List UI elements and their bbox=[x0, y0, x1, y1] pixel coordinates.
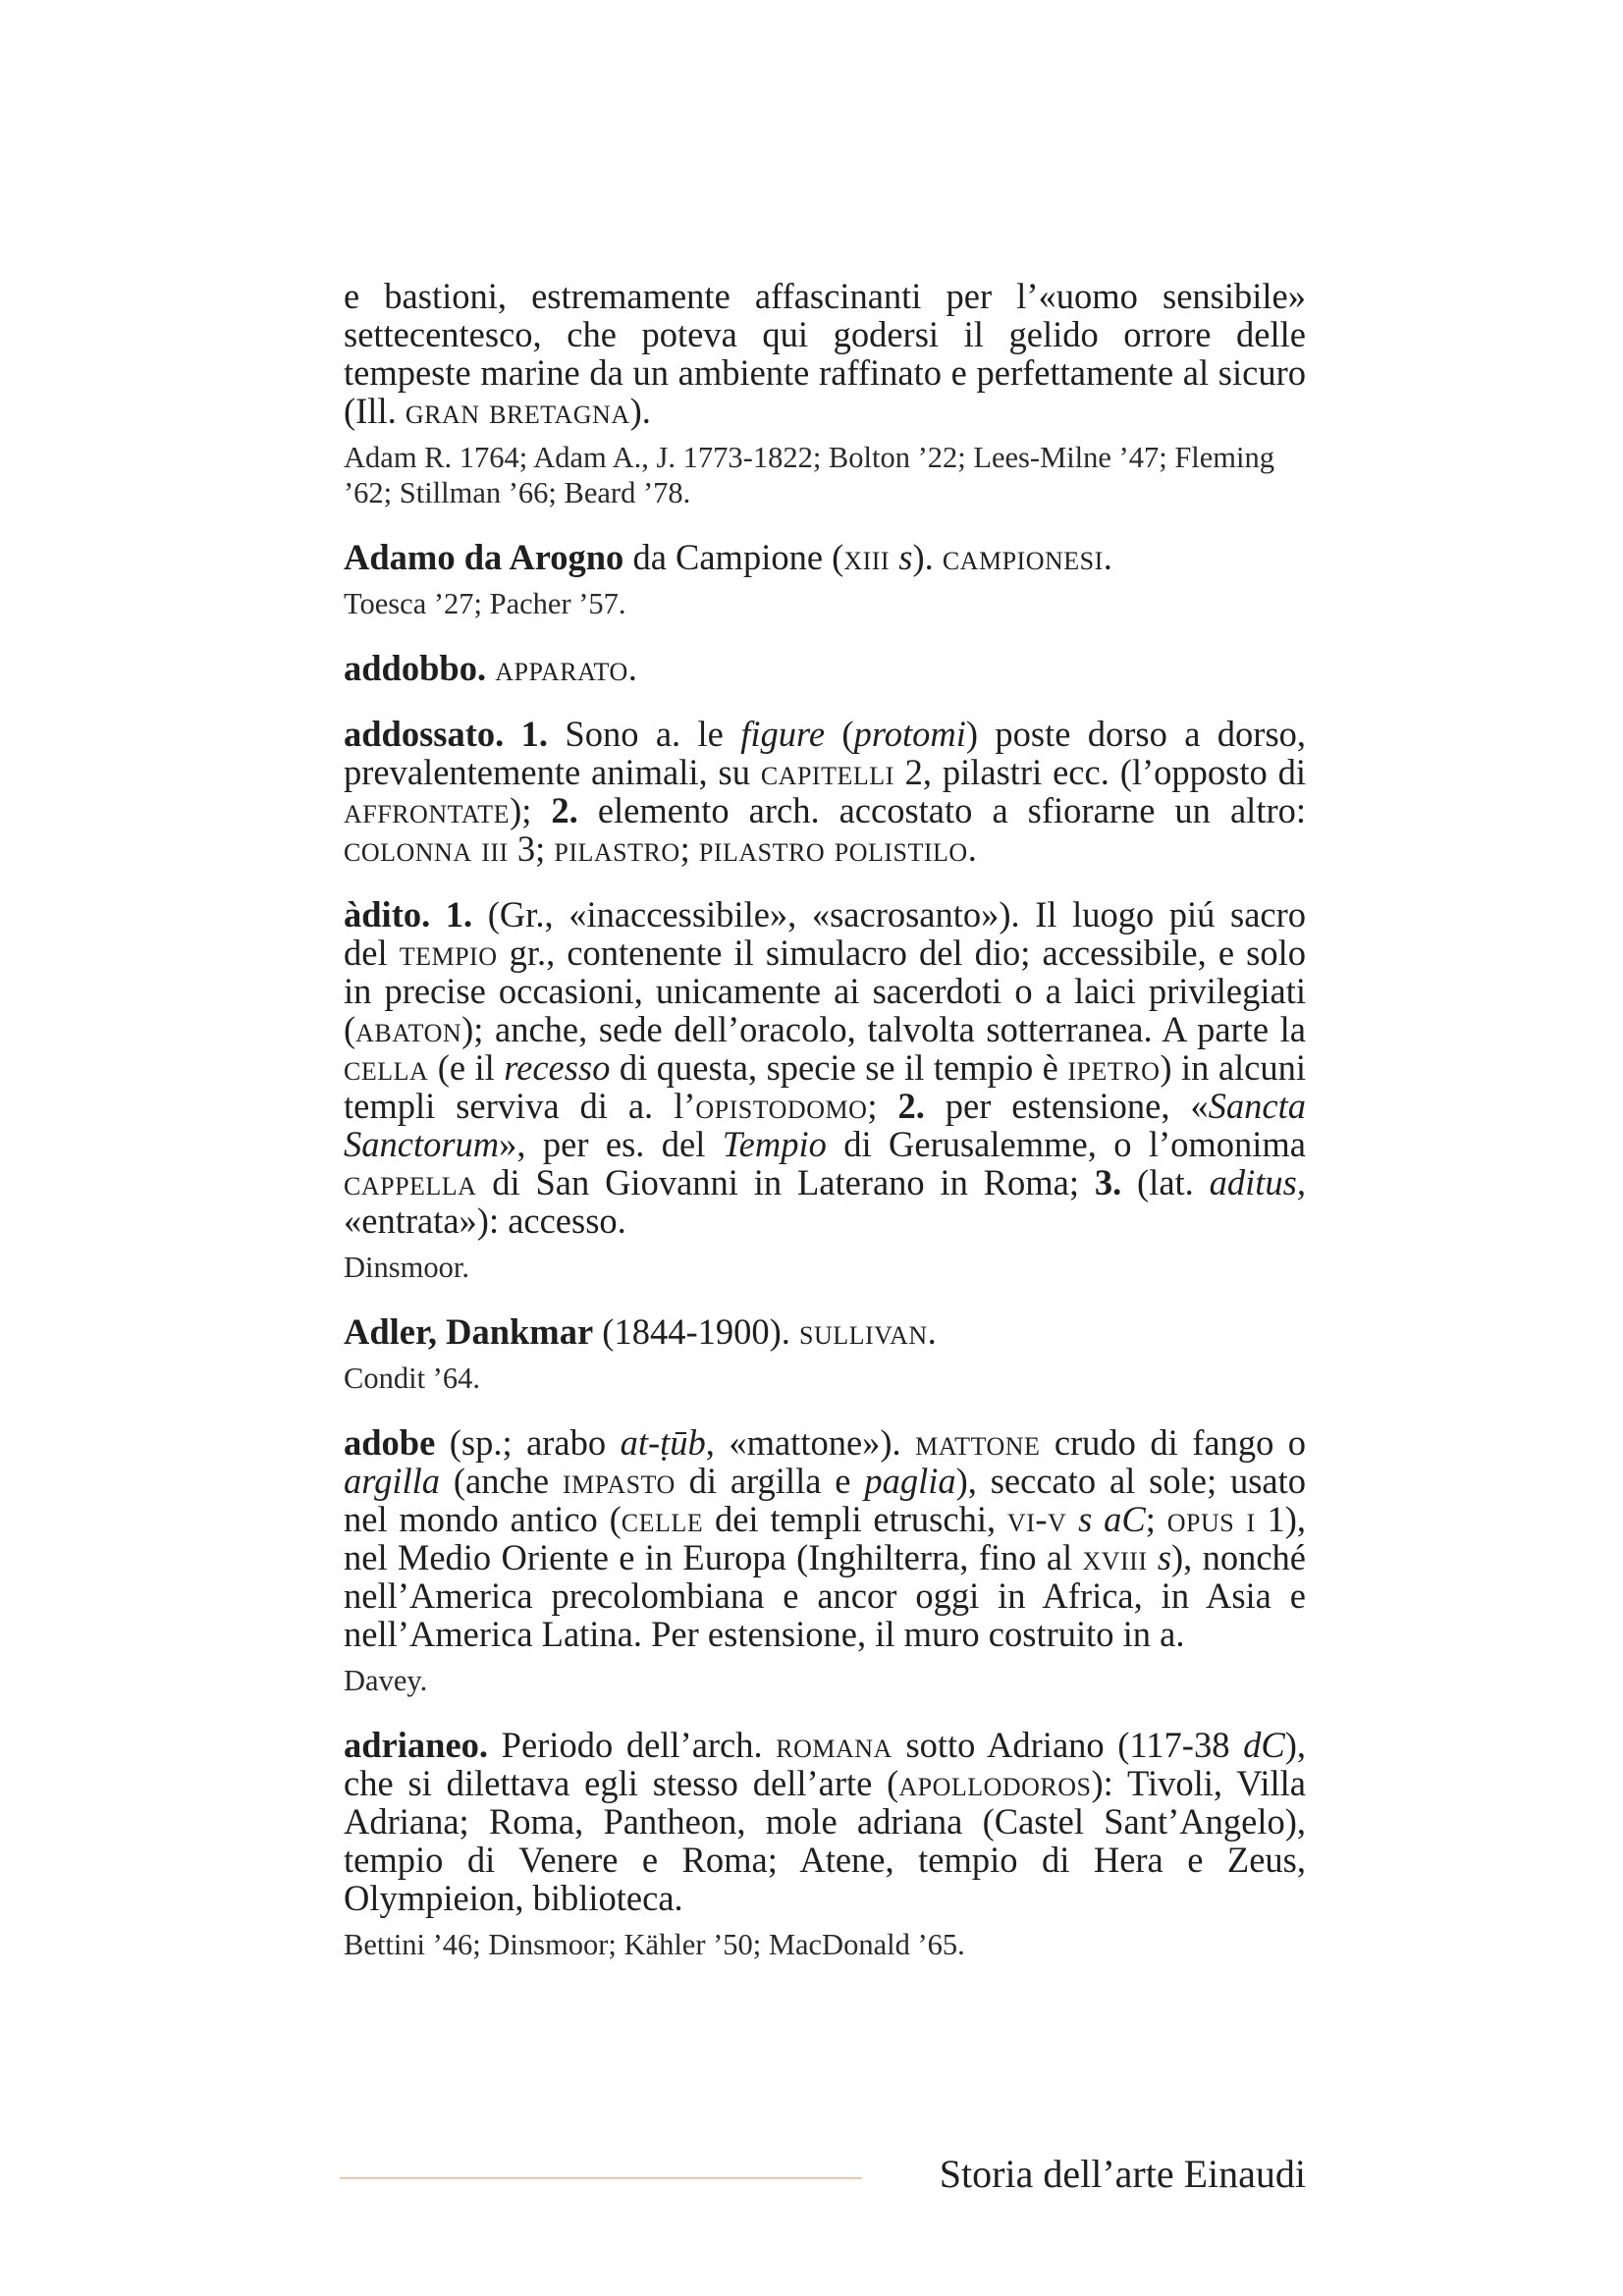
entry-text: àdito. 1. (Gr., «inaccessibile», «sacrosanto»). Il luogo piú sacro del tempio gr., contenente il simulacro del dio; accessibile, e solo in precise occasioni, unicamente ai sacerdoti o a laici privilegiati (abaton); anche, sede dell’oracolo, talvolta sotterranea. A parte la cella (e il recesso di questa, specie se il tempio è ipetro) in alcuni templi serviva di a. l’opistodomo; 2. per estensione, «Sancta Sanctorum», per es. del Tempio di Gerusalemme, o l’omonima cappella di San Giovanni in Laterano in Roma; 3. (lat. aditus, «entrata»): accesso. bbox=[344, 894, 1306, 1241]
bibliography: Adam R. 1764; Adam A., J. 1773-1822; Bolton ’22; Lees-Milne ’47; Fleming ’62; Stillman ’66; Beard ’78. bbox=[344, 441, 1274, 509]
cross-reference[interactable]: cella bbox=[344, 1047, 429, 1088]
headword: Adamo da Arogno bbox=[344, 537, 624, 577]
headword: Adler, Dankmar bbox=[344, 1311, 594, 1352]
cross-reference[interactable]: opistodomo bbox=[695, 1086, 868, 1126]
page-body bbox=[344, 277, 1306, 1962]
bibliography: Dinsmoor. bbox=[344, 1251, 469, 1284]
entry-text: Adamo da Arogno da Campione (xiii s). campionesi. bbox=[344, 537, 1112, 577]
cross-reference[interactable]: pilastro bbox=[554, 828, 680, 869]
bibliography: Bettini ’46; Dinsmoor; Kähler ’50; MacDonald ’65. bbox=[344, 1928, 965, 1961]
cross-reference[interactable]: impasto bbox=[562, 1461, 676, 1501]
entry-text: adobe (sp.; arabo at-ṭūb, «mattone»). mattone crudo di fango o argilla (anche impasto di argilla e paglia), seccato al sole; usato nel mondo antico (celle dei templi etruschi, vi-v s aC; opus i 1), nel Medio Oriente e in Europa (Inghilterra, fino al xviii s), nonché nell’America precolombiana e ancor oggi in Africa, in Asia e nell’America Latina. Per estensione, il muro costruito in a. bbox=[344, 1422, 1307, 1654]
entry-text: Adler, Dankmar (1844-1900). sullivan. bbox=[344, 1311, 937, 1352]
cross-reference[interactable]: apollodoros bbox=[898, 1763, 1092, 1803]
cross-reference[interactable]: ipetro bbox=[1067, 1047, 1161, 1088]
entry-adito bbox=[344, 895, 1306, 1285]
cross-reference[interactable]: affrontate bbox=[344, 790, 511, 830]
entry-addobbo bbox=[344, 649, 1306, 687]
headword: àdito. bbox=[344, 894, 431, 934]
cross-reference[interactable]: romana bbox=[776, 1725, 893, 1765]
cross-reference[interactable]: mattone bbox=[915, 1422, 1041, 1463]
entry-adobe bbox=[344, 1423, 1306, 1698]
entry-adamo-da-arogno bbox=[344, 538, 1306, 621]
entry-text: e bastioni, estremamente affascinanti per l’«uomo sensibile» settecentesco, che poteva qui godersi il gelido orrore delle tempeste marine da un ambiente raffinato e perfettamente al sicuro (Ill. gran bretagna). bbox=[344, 276, 1306, 431]
entry-addossato bbox=[344, 715, 1306, 868]
entry-text: addobbo. apparato. bbox=[344, 648, 637, 688]
cross-reference[interactable]: gran bretagna bbox=[405, 391, 630, 431]
cross-reference[interactable]: tempio bbox=[399, 933, 498, 973]
bibliography: Toesca ’27; Pacher ’57. bbox=[344, 587, 626, 620]
cross-reference[interactable]: campionesi bbox=[942, 537, 1104, 577]
headword: adrianeo. bbox=[344, 1725, 489, 1765]
bibliography: Davey. bbox=[344, 1664, 428, 1697]
entry-text: adrianeo. Periodo dell’arch. romana sotto Adriano (117-38 dC), che si dilettava egli stesso dell’arte (apollodoros): Tivoli, Villa Adriana; Roma, Pantheon, mole adriana (Castel Sant’Angelo), tempio di Venere e Roma; Atene, tempio di Hera e Zeus, Olympieion, biblioteca. bbox=[344, 1725, 1307, 1918]
cross-reference[interactable]: celle bbox=[621, 1499, 704, 1539]
headword: adobe bbox=[344, 1422, 436, 1463]
cross-reference[interactable]: apparato bbox=[495, 648, 628, 688]
cross-reference[interactable]: sullivan bbox=[799, 1311, 928, 1352]
cross-reference[interactable]: capitelli bbox=[760, 752, 894, 792]
entry-adam-continuation bbox=[344, 277, 1306, 510]
entry-text: addossato. 1. Sono a. le figure (protomi) poste dorso a dorso, prevalentemente animali, su capitelli 2, pilastri ecc. (l’opposto di affrontate); 2. elemento arch. accostato a sfiorarne un altro: colonna iii 3; pilastro; pilastro polistilo. bbox=[344, 714, 1307, 869]
footer-rule bbox=[340, 2177, 862, 2179]
cross-reference[interactable]: cappella bbox=[344, 1162, 477, 1202]
entry-adrianeo bbox=[344, 1726, 1306, 1962]
cross-reference[interactable]: colonna iii bbox=[344, 828, 509, 869]
cross-reference[interactable]: opus i bbox=[1166, 1499, 1256, 1539]
cross-reference[interactable]: pilastro polistilo bbox=[698, 828, 968, 869]
headword: addobbo. bbox=[344, 648, 487, 688]
footer-publisher: Storia dell’arte Einaudi bbox=[939, 2152, 1306, 2196]
entry-adler-dankmar bbox=[344, 1312, 1306, 1396]
bibliography: Condit ’64. bbox=[344, 1362, 480, 1395]
cross-reference[interactable]: abaton bbox=[355, 1009, 462, 1049]
headword: addossato. bbox=[344, 714, 505, 754]
